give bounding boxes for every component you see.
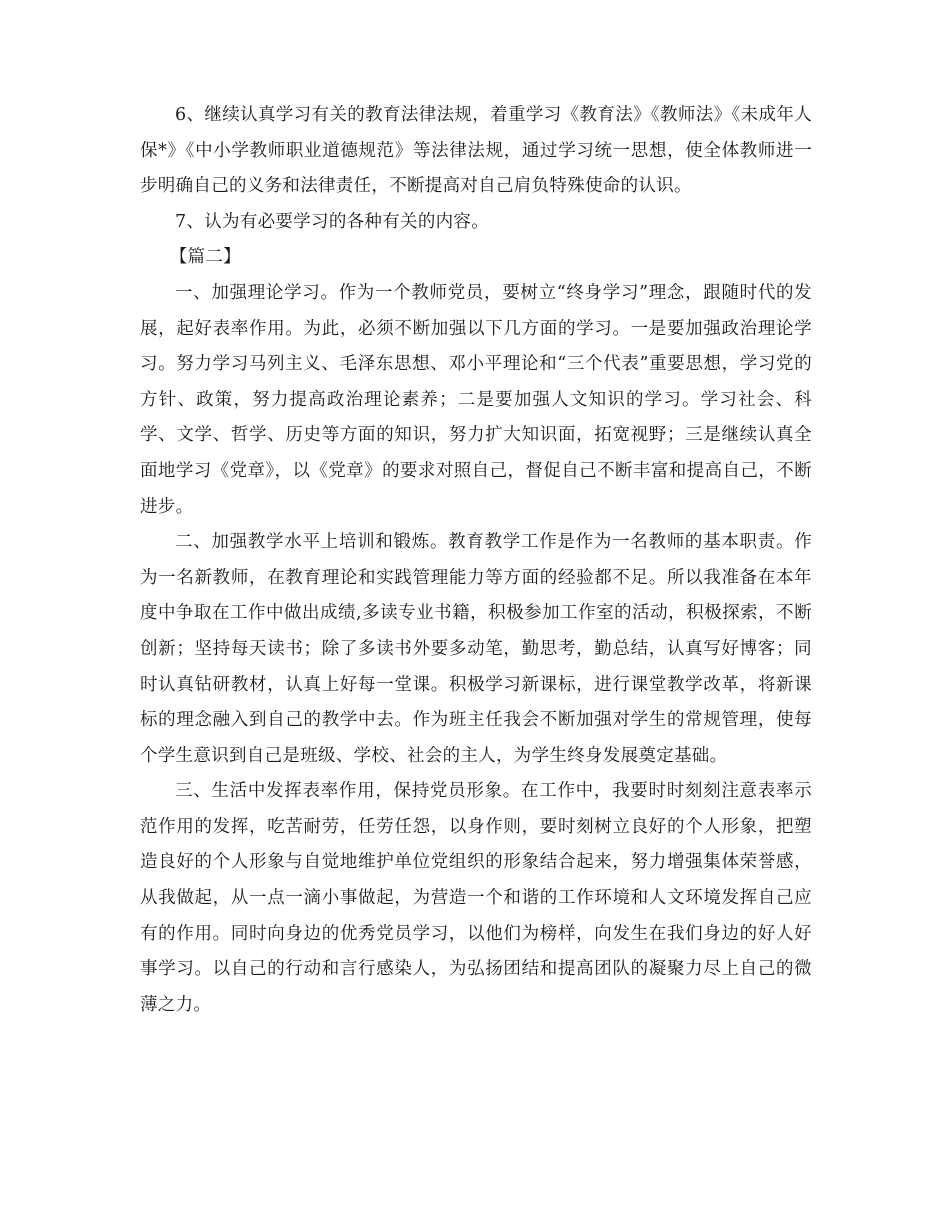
paragraph-teaching-training: 二、加强教学水平上培训和锻炼。教育教学工作是作为一名教师的基本职责。作为一名新教师，在教育理论和实践管理能力等方面的经验都不足。所以我准备在本年度中争取在工作中做出成绩,多读专业书籍，积极参加工作室的活动，积极探索，不断创新；坚持每天读书；除了多读书外要多动笔，勤思考，勤总结，认真写好博客；同时认真钻研教材，认真上好每一堂课。积极学习新课标，进行课堂教学改革，将新课标的理念融入到自己的教学中去。作为班主任我会不断加强对学生的常规管理，使每个学生意识到自己是班级、学校、社会的主人，为学生终身发展奠定基础。 xyxy=(140,532,812,766)
paragraph-theory-study: 一、加强理论学习。作为一个教师党员，要树立“终身学习”理念，跟随时代的发展，起好表率作用。为此，必须不断加强以下几方面的学习。一是要加强政治理论学习。努力学习马列主义、毛泽东思想、邓小平理论和“三个代表”重要思想，学习党的方针、政策，努力提高政治理论素养；二是要加强人文知识的学习。学习社会、科学、文学、哲学、历史等方面的知识，努力扩大知识面，拓宽视野；三是继续认真全面地学习《党章》，以《党章》的要求对照自己，督促自己不断丰富和提高自己，不断进步。 xyxy=(140,282,812,517)
paragraph-item-7: 7、认为有必要学习的各种有关的内容。 xyxy=(175,211,490,232)
document-body xyxy=(140,98,812,1023)
paragraph-exemplary-role: 三、生活中发挥表率作用，保持党员形象。在工作中，我要时时刻刻注意表率示范作用的发挥，吃苦耐劳，任劳任怨，以身作则，要时刻树立良好的个人形象，把塑造良好的个人形象与自觉地维护单位党组织的形象结合起来，努力增强集体荣誉感，从我做起，从一点一滴小事做起，为营造一个和谐的工作环境和人文环境发挥自己应有的作用。同时向身边的优秀党员学习，以他们为榜样，向发生在我们身边的好人好事学习。以自己的行动和言行感染人，为弘扬团结和提高团队的凝聚力尽上自己的微薄之力。 xyxy=(140,781,812,1015)
paragraph-item-6: 6、继续认真学习有关的教育法律法规，着重学习《教育法》《教师法》《未成年人保*》《中小学教师职业道德规范》等法律法规，通过学习统一思想，使全体教师进一步明确自己的义务和法律责任，不断提高对自己肩负特殊使命的认识。 xyxy=(140,105,812,197)
section-heading: 【篇二】 xyxy=(169,247,241,268)
